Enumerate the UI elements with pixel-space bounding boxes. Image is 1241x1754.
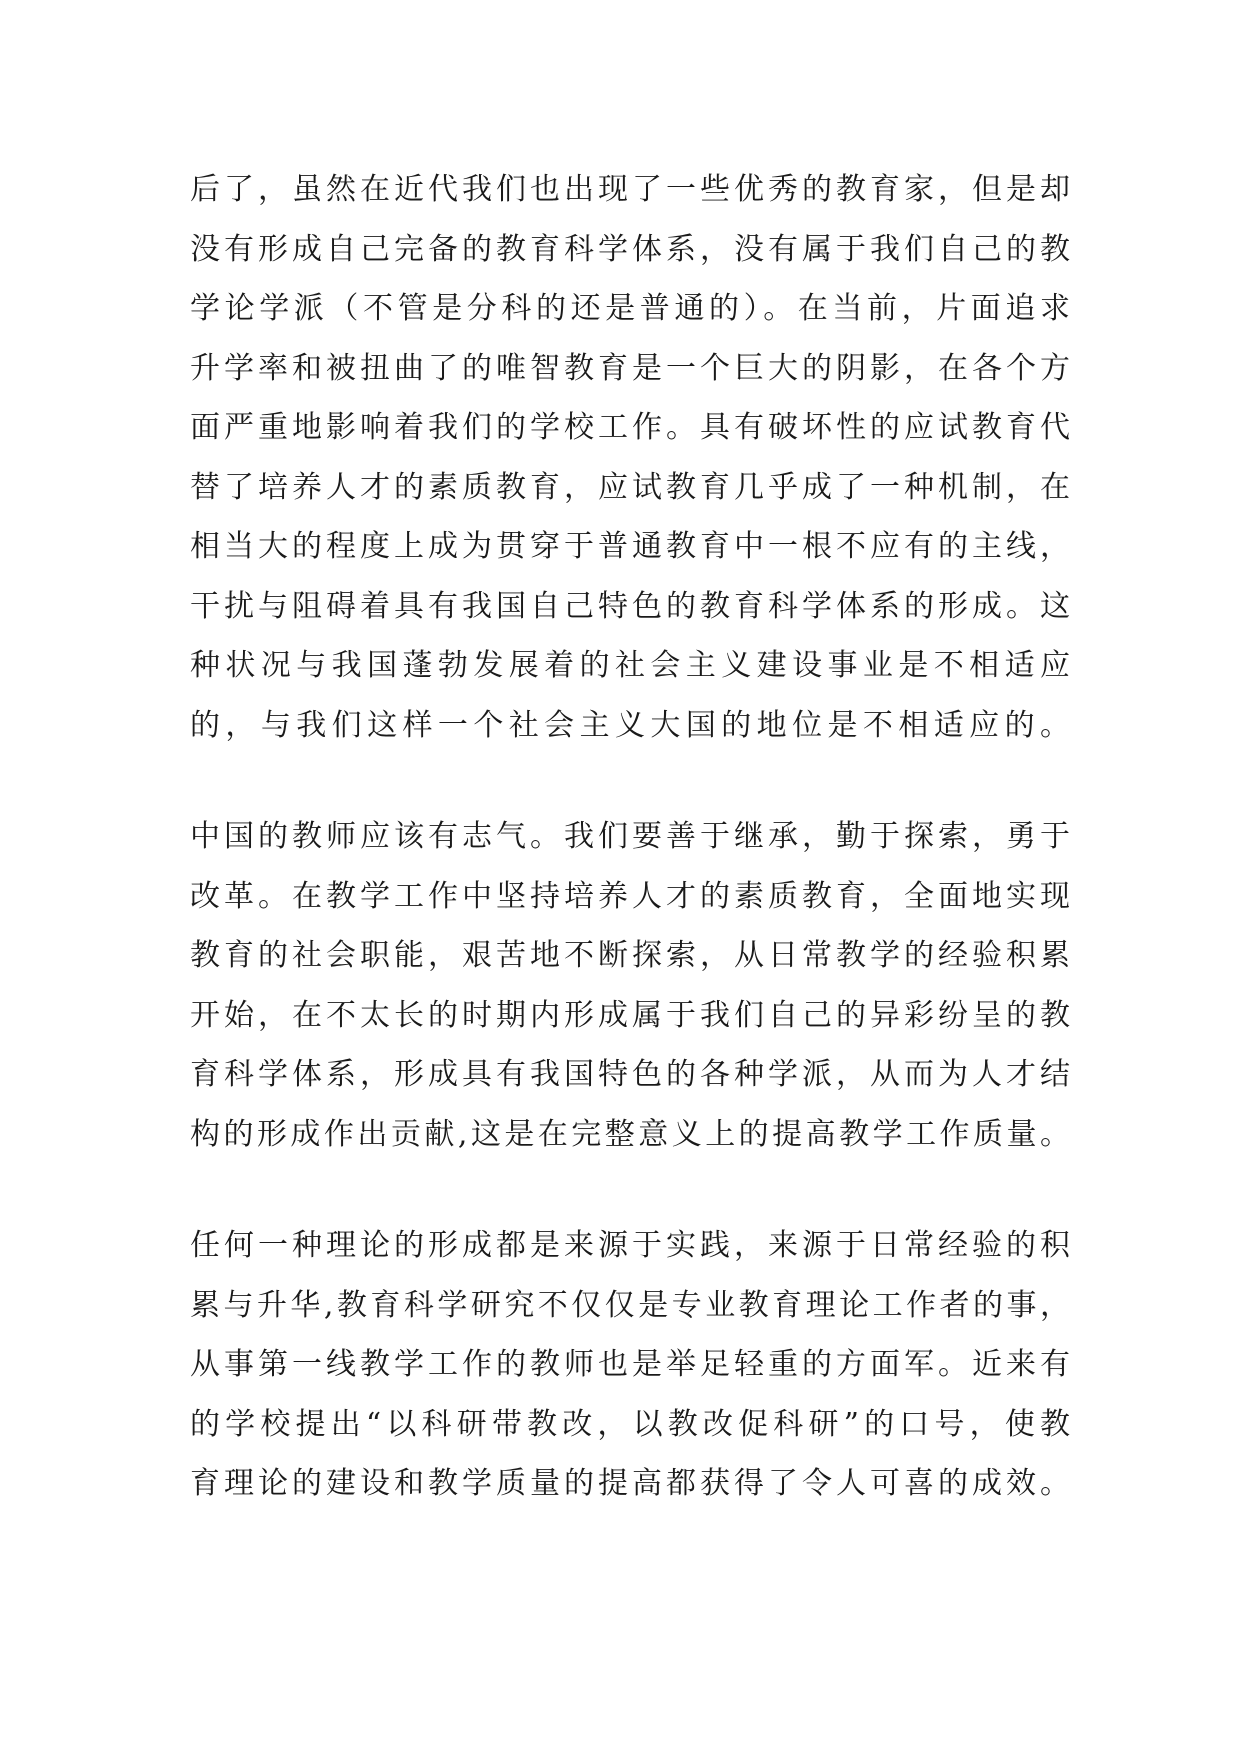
text-line: 从事第一线教学工作的教师也是举足轻重的方面军。近来有 <box>190 1347 1070 1382</box>
text-line: 没有形成自己完备的教育科学体系，没有属于我们自己的教 <box>190 231 1070 267</box>
text-line: 构的形成作出贡献,这是在完整意义上的提高教学工作质量。 <box>190 1116 1070 1152</box>
text-line: 面严重地影响着我们的学校工作。具有破坏性的应试教育代 <box>190 410 1070 445</box>
document-body <box>190 160 1070 1566</box>
text-line: 育科学体系，形成具有我国特色的各种学派，从而为人才结 <box>190 1057 1070 1092</box>
text-line: 任何一种理论的形成都是来源于实践，来源于日常经验的积 <box>190 1228 1070 1263</box>
paragraph-2 <box>190 807 1070 1164</box>
text-line: 后了，虽然在近代我们也出现了一些优秀的教育家，但是却 <box>190 172 1070 207</box>
text-line: 种状况与我国蓬勃发展着的社会主义建设事业是不相适应 <box>190 648 1070 683</box>
text-line: 中国的教师应该有志气。我们要善于继承，勤于探索，勇于 <box>190 819 1070 854</box>
text-line: 改革。在教学工作中坚持培养人才的素质教育，全面地实现 <box>190 878 1070 914</box>
text-line: 开始，在不太长的时期内形成属于我们自己的异彩纷呈的教 <box>190 997 1070 1033</box>
text-line: 学论学派（不管是分科的还是普通的）。在当前，片面追求 <box>190 291 1070 326</box>
text-line: 替了培养人才的素质教育，应试教育几乎成了一种机制，在 <box>190 469 1070 505</box>
text-line: 相当大的程度上成为贯穿于普通教育中一根不应有的主线， <box>190 529 1070 564</box>
text-line: 教育的社会职能，艰苦地不断探索，从日常教学的经验积累 <box>190 938 1070 973</box>
text-line: 育理论的建设和教学质量的提高都获得了令人可喜的成效。 <box>190 1466 1070 1501</box>
text-line: 的学校提出“以科研带教改，以教改促科研”的口号，使教 <box>190 1406 1070 1442</box>
text-line: 累与升华,教育科学研究不仅仅是专业教育理论工作者的事， <box>190 1287 1070 1323</box>
text-line: 干扰与阻碍着具有我国自己特色的教育科学体系的形成。这 <box>190 588 1070 624</box>
text-line: 升学率和被扭曲了的唯智教育是一个巨大的阴影，在各个方 <box>190 350 1070 386</box>
text-line: 的，与我们这样一个社会主义大国的地位是不相适应的。 <box>190 707 1070 743</box>
paragraph-3 <box>190 1216 1070 1514</box>
paragraph-1 <box>190 160 1070 755</box>
